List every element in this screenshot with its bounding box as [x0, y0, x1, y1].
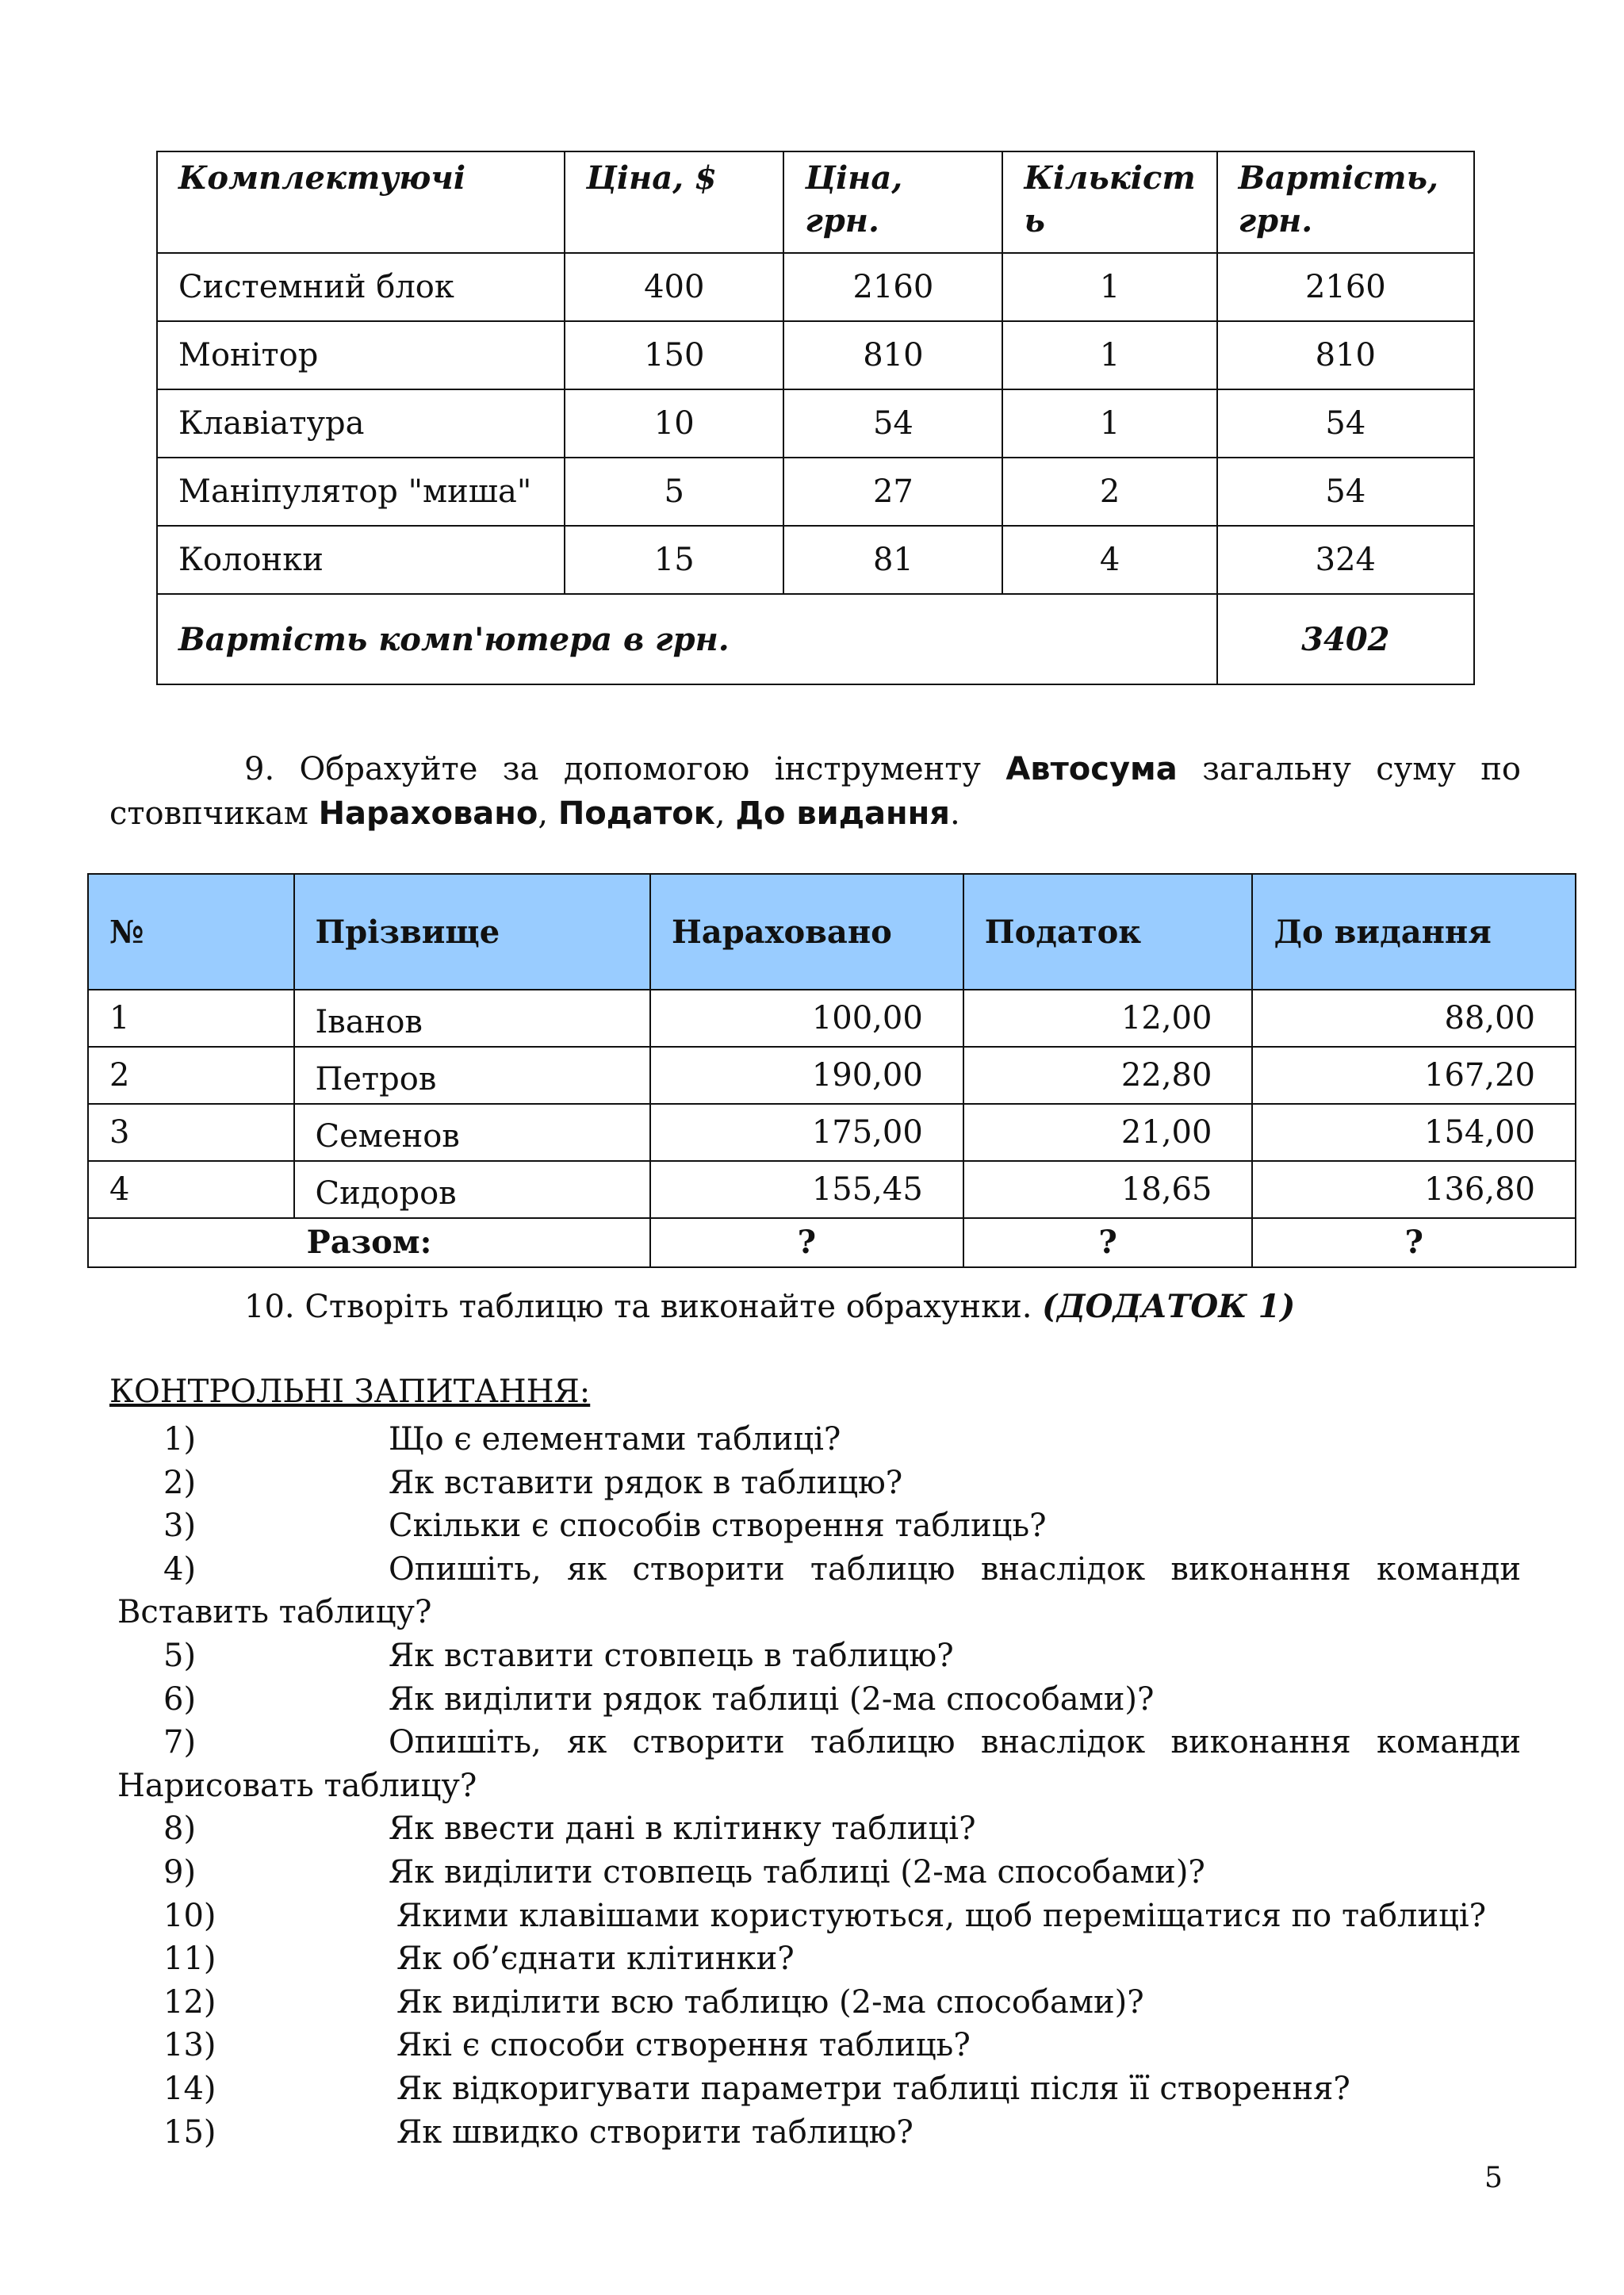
question-number: 15): [163, 2113, 216, 2151]
column-name: Податок: [557, 795, 715, 832]
list-item: [109, 1895, 1521, 1938]
table-cell: 18,65: [963, 1161, 1253, 1218]
table-header-row: [157, 151, 1474, 253]
question-number: 2): [163, 1464, 197, 1501]
question-number: 8): [163, 1810, 197, 1848]
table-header-row: [88, 874, 1576, 990]
list-item: [109, 1981, 1521, 2025]
table-cell: Семенов: [294, 1104, 651, 1161]
separator: ,: [714, 795, 736, 832]
list-item: [109, 2111, 1521, 2155]
table-cell: Колонки: [157, 526, 565, 594]
control-questions-heading: КОНТРОЛЬНІ ЗАПИТАННЯ:: [109, 1374, 591, 1410]
table-cell: 12,00: [963, 990, 1253, 1047]
table-cell: 21,00: [963, 1104, 1253, 1161]
components-cost-table: [156, 151, 1475, 685]
table-cell: 15: [565, 526, 783, 594]
list-item: [109, 1721, 1521, 1807]
table-cell: Петров: [294, 1047, 651, 1104]
table-header-cell: Ціна, грн.: [783, 151, 1002, 253]
table-header-cell: Комплектуючі: [157, 151, 565, 253]
total-value: 3402: [1217, 594, 1474, 684]
tool-name: Автосума: [1005, 751, 1178, 787]
question-number: 4): [163, 1550, 197, 1588]
total-label: Вартість комп'ютера в грн.: [157, 594, 1217, 684]
question-number: 6): [163, 1680, 197, 1718]
list-item: [109, 1504, 1521, 1548]
table-header-cell: Податок: [963, 874, 1253, 990]
sum-value: ?: [963, 1218, 1253, 1267]
table-cell: 2: [88, 1047, 294, 1104]
question-text: Якими клавішами користуються, щоб переміщатися по таблиці?: [396, 1897, 1487, 1934]
list-item: [109, 2067, 1521, 2111]
question-text: Як швидко створити таблицю?: [396, 2113, 914, 2151]
question-text: Як виділити всю таблицю (2-ма способами)?: [396, 1983, 1144, 2021]
table-cell: 136,80: [1252, 1161, 1576, 1218]
question-number: 13): [163, 2027, 216, 2064]
table-header-cell: Кількіст ь: [1002, 151, 1216, 253]
task-10-text: 10. Створіть таблицю та виконайте обрахунки.: [244, 1289, 1043, 1325]
table-cell: 400: [565, 253, 783, 321]
table-cell: Монітор: [157, 321, 565, 389]
table-row: [157, 458, 1474, 526]
table-cell: 54: [1217, 389, 1474, 458]
question-text: Як об’єднати клітинки?: [396, 1941, 795, 1978]
list-item: [109, 1678, 1521, 1722]
total-row: [157, 594, 1474, 684]
period: .: [949, 795, 960, 832]
table-cell: 154,00: [1252, 1104, 1576, 1161]
question-text: Як відкоригувати параметри таблиці після її створення?: [396, 2070, 1350, 2107]
table-row: [88, 1104, 1576, 1161]
sum-label: Разом:: [88, 1218, 650, 1267]
table-cell: Клавіатура: [157, 389, 565, 458]
table-header-cell: Вартість, грн.: [1217, 151, 1474, 253]
table-header-cell: Прізвище: [294, 874, 651, 990]
appendix-reference: (ДОДАТОК 1): [1042, 1288, 1296, 1325]
question-number: 12): [163, 1983, 216, 2021]
separator: ,: [538, 795, 558, 832]
table-row: [88, 990, 1576, 1047]
list-item: [109, 1548, 1521, 1634]
question-text: Як вставити рядок в таблицю?: [389, 1464, 903, 1501]
question-text: Що є елементами таблиці?: [389, 1421, 841, 1458]
table-cell: 2160: [1217, 253, 1474, 321]
table-cell: 175,00: [650, 1104, 963, 1161]
column-name: До видання: [735, 795, 950, 832]
question-text: Опишіть, як створити таблицю внаслідок виконання команди: [389, 1724, 1521, 1761]
question-text: Як вставити стовпець в таблицю?: [389, 1637, 954, 1674]
table-cell: 1: [88, 990, 294, 1047]
table-cell: 324: [1217, 526, 1474, 594]
question-text: Які є способи створення таблиць?: [396, 2027, 971, 2064]
task-9-paragraph: [109, 747, 1521, 836]
list-item: [109, 1807, 1521, 1851]
table-cell: Іванов: [294, 990, 651, 1047]
task-10-paragraph: [244, 1285, 1624, 1329]
question-text: Як виділити стовпець таблиці (2-ма способами)?: [389, 1853, 1205, 1891]
table-row: [157, 253, 1474, 321]
table-cell: 3: [88, 1104, 294, 1161]
question-number: 3): [163, 1508, 197, 1545]
task-9-prefix: 9. Обрахуйте за допомогою інструменту: [244, 751, 1006, 787]
table-header-cell: Ціна, $: [565, 151, 783, 253]
table-row: [88, 1047, 1576, 1104]
table-cell: 88,00: [1252, 990, 1576, 1047]
sum-row: [88, 1218, 1576, 1267]
table-cell: 155,45: [650, 1161, 963, 1218]
table-cell: 810: [783, 321, 1002, 389]
question-number: 9): [163, 1853, 197, 1891]
sum-value: ?: [650, 1218, 963, 1267]
list-item: [109, 1634, 1521, 1678]
table-cell: 27: [783, 458, 1002, 526]
question-text: Як виділити рядок таблиці (2-ма способами)?: [389, 1680, 1155, 1718]
control-questions-list: [109, 1418, 1521, 2154]
table-cell: 54: [783, 389, 1002, 458]
question-number: 11): [163, 1941, 216, 1978]
table-row: [157, 389, 1474, 458]
task-9-middle: загальну суму по стовпчикам: [109, 751, 1522, 832]
list-item: [109, 1462, 1521, 1505]
table-cell: 1: [1002, 389, 1216, 458]
sum-value: ?: [1252, 1218, 1576, 1267]
question-number: 14): [163, 2070, 216, 2107]
table-cell: 5: [565, 458, 783, 526]
question-text: Як ввести дані в клітинку таблиці?: [389, 1810, 976, 1848]
table-cell: 1: [1002, 253, 1216, 321]
table-cell: 81: [783, 526, 1002, 594]
question-number: 5): [163, 1637, 197, 1674]
table-cell: 167,20: [1252, 1047, 1576, 1104]
table-cell: 1: [1002, 321, 1216, 389]
page-number: 5: [1484, 2162, 1503, 2194]
table-cell: 2160: [783, 253, 1002, 321]
list-item: [109, 2024, 1521, 2067]
table-cell: 100,00: [650, 990, 963, 1047]
list-item: [109, 1937, 1521, 1981]
table-cell: 4: [88, 1161, 294, 1218]
table-cell: 4: [1002, 526, 1216, 594]
table-cell: Системний блок: [157, 253, 565, 321]
table-cell: 2: [1002, 458, 1216, 526]
table-row: [88, 1161, 1576, 1218]
question-number: 7): [163, 1724, 197, 1761]
table-cell: 54: [1217, 458, 1474, 526]
table-header-cell: Нараховано: [650, 874, 963, 990]
salary-table: [87, 873, 1576, 1268]
question-continuation: Нарисовать таблицу?: [117, 1767, 477, 1804]
table-header-cell: До видання: [1252, 874, 1576, 990]
table-cell: Сидоров: [294, 1161, 651, 1218]
table-cell: Маніпулятор "миша": [157, 458, 565, 526]
table-cell: 150: [565, 321, 783, 389]
table-header-cell: №: [88, 874, 294, 990]
table-row: [157, 321, 1474, 389]
list-item: [109, 1851, 1521, 1895]
table-cell: 810: [1217, 321, 1474, 389]
list-item: [109, 1418, 1521, 1462]
column-name: Нараховано: [318, 795, 538, 832]
question-number: 10): [163, 1897, 216, 1934]
question-text: Скільки є способів створення таблиць?: [389, 1508, 1047, 1545]
question-text: Опишіть, як створити таблицю внаслідок виконання команди: [389, 1550, 1521, 1588]
table-row: [157, 526, 1474, 594]
table-cell: 190,00: [650, 1047, 963, 1104]
question-number: 1): [163, 1421, 197, 1458]
question-continuation: Вставить таблицу?: [117, 1594, 432, 1631]
table-cell: 22,80: [963, 1047, 1253, 1104]
table-cell: 10: [565, 389, 783, 458]
